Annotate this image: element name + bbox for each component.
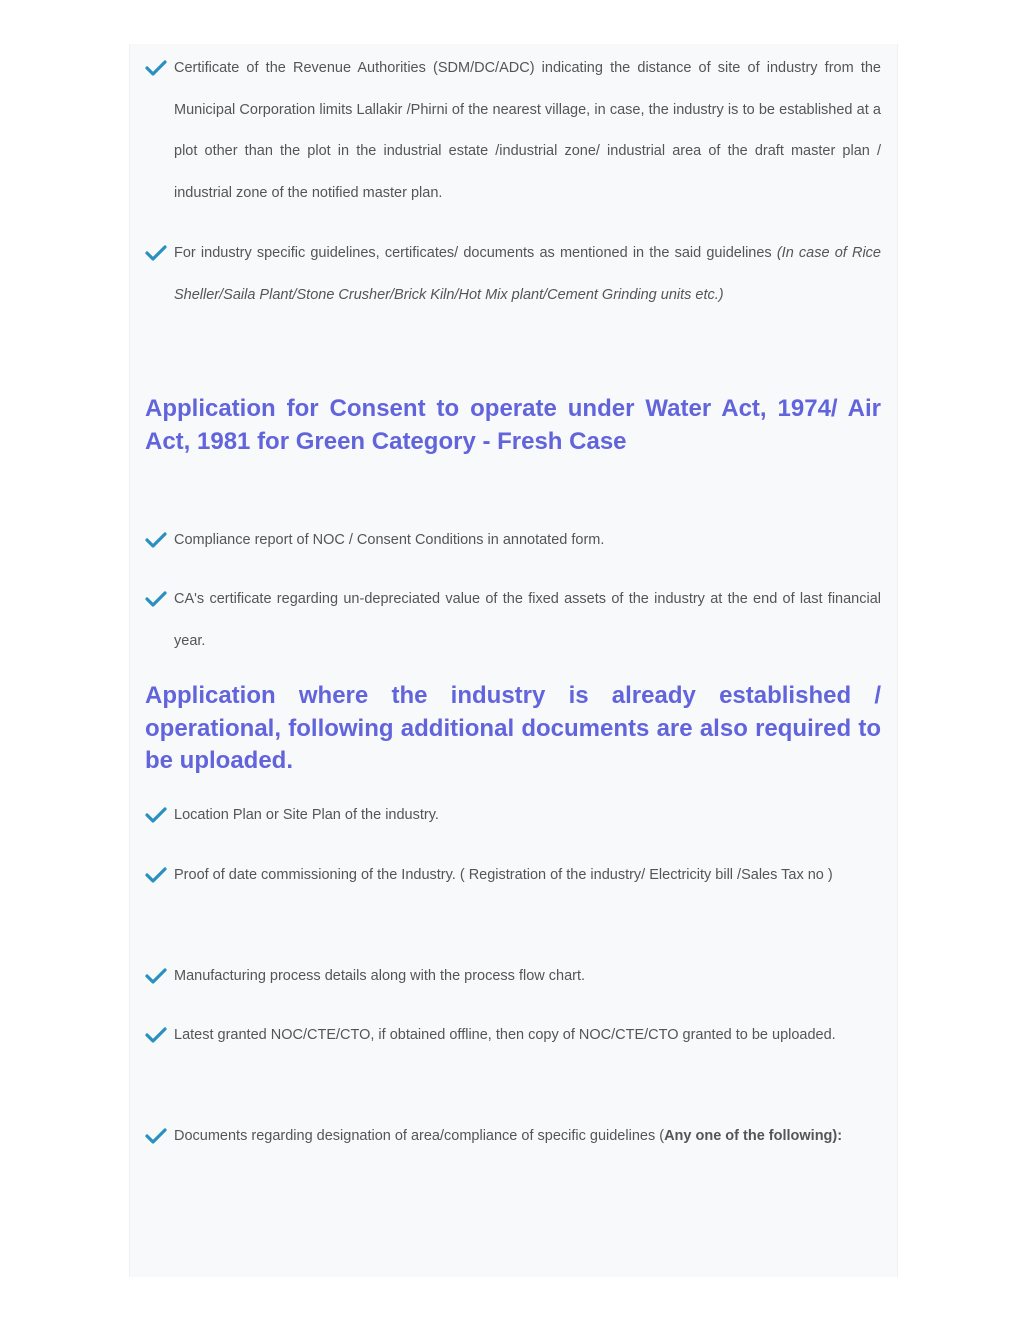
list-item xyxy=(145,233,881,316)
list-item-text: Proof of date commissioning of the Industry. ( Registration of the industry/ Electricity bill /Sales Tax no ) xyxy=(174,867,833,883)
list-item-text: Documents regarding designation of area/compliance of specific guidelines (Any one of the following): xyxy=(174,1128,843,1144)
list-item-text: CA's certificate regarding un-depreciated value of the fixed assets of the industry at the end of last financial year. xyxy=(174,591,881,649)
list-item xyxy=(145,48,881,214)
checkmark-icon xyxy=(145,1127,167,1145)
list-item xyxy=(145,579,881,662)
list-item xyxy=(145,1015,881,1057)
list-item-text: Location Plan or Site Plan of the industry. xyxy=(174,807,439,823)
list-item xyxy=(145,795,881,837)
list-item xyxy=(145,855,881,897)
list-item-bold-note: Any one of the following): xyxy=(664,1128,843,1144)
list-item xyxy=(145,956,881,998)
checkmark-icon xyxy=(145,244,167,262)
section-heading: Application where the industry is already established / operational, following additional documents are also required to be uploaded. xyxy=(145,682,881,774)
checkmark-icon xyxy=(145,1026,167,1044)
checkmark-icon xyxy=(145,967,167,985)
list-item-text: For industry specific guidelines, certificates/ documents as mentioned in the said guidelines (In case of Rice Sheller/Saila Plant/Stone Crusher/Brick Kiln/Hot Mix plant/Cement Grinding units etc.) xyxy=(174,245,881,303)
list-item-text: Compliance report of NOC / Consent Conditions in annotated form. xyxy=(174,532,605,548)
checkmark-icon xyxy=(145,590,167,608)
checkmark-icon xyxy=(145,531,167,549)
list-item-text: Latest granted NOC/CTE/CTO, if obtained offline, then copy of NOC/CTE/CTO granted to be uploaded. xyxy=(174,1027,836,1043)
list-item-text: Certificate of the Revenue Authorities (SDM/DC/ADC) indicating the distance of site of industry from the Municipal Corporation limits Lallakir /Phirni of the nearest village, in case, the industry is to be established at a plot other than the plot in the industrial estate /industrial zone/ industrial area of the draft master plan / industrial zone of the notified master plan. xyxy=(174,60,881,201)
list-item xyxy=(145,520,881,562)
list-item-italic-note: (In case of Rice Sheller/Saila Plant/Stone Crusher/Brick Kiln/Hot Mix plant/Cement Grinding units etc.) xyxy=(174,245,881,303)
checkmark-icon xyxy=(145,866,167,884)
section-heading: Application for Consent to operate under Water Act, 1974/ Air Act, 1981 for Green Category - Fresh Case xyxy=(145,395,881,455)
checkmark-icon xyxy=(145,59,167,77)
list-item-text: Manufacturing process details along with the process flow chart. xyxy=(174,968,586,984)
list-item xyxy=(145,1116,881,1158)
checkmark-icon xyxy=(145,806,167,824)
